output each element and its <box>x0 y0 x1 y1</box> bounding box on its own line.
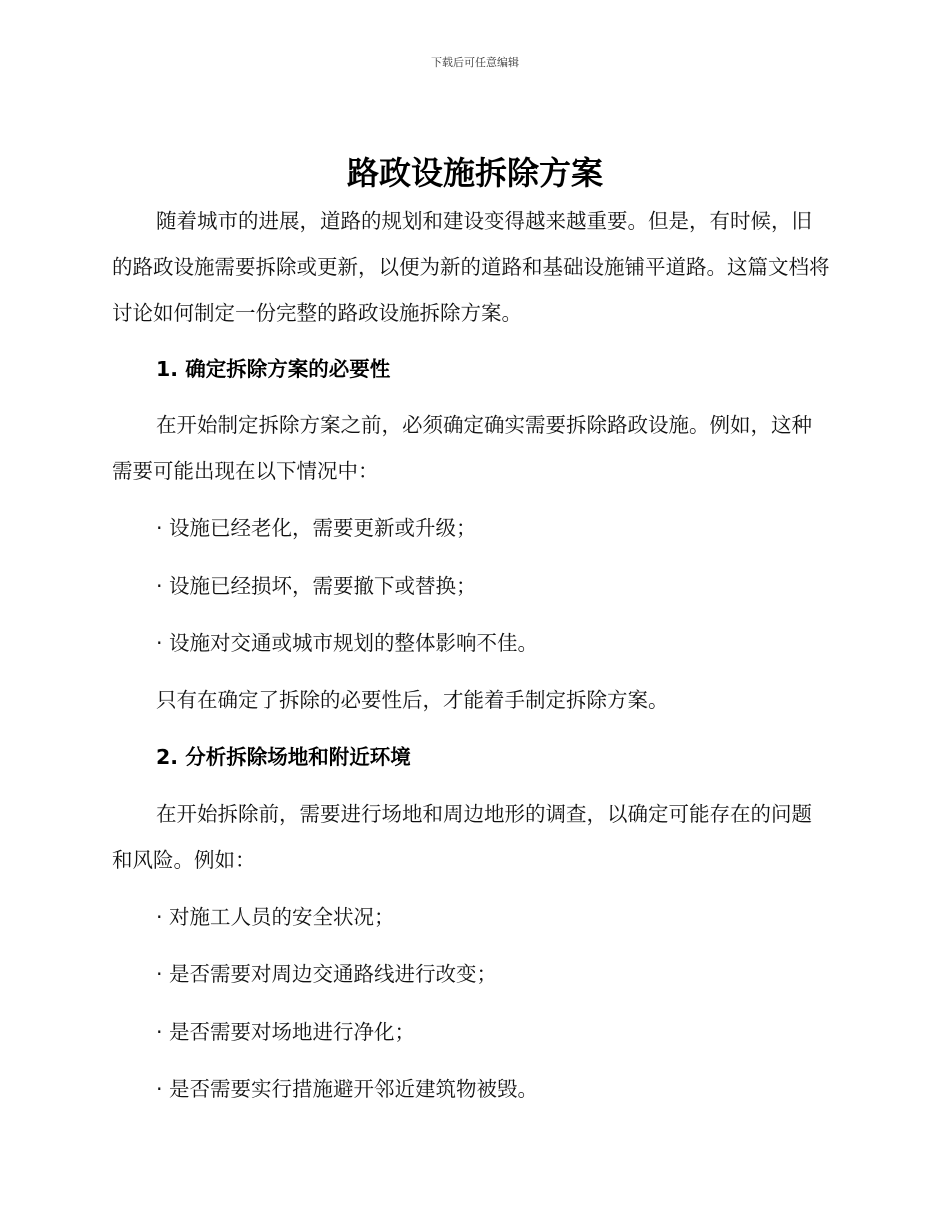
section2-bullet-3: · 是否需要对场地进行净化； <box>156 1020 416 1044</box>
section1-bullet-2: · 设施已经损坏，需要撤下或替换； <box>156 574 477 598</box>
section2-paragraph: 在开始拆除前，需要进行场地和周边地形的调查，以确定可能存在的问题和风险。例如： <box>112 802 812 872</box>
section1-bullet-3: · 设施对交通或城市规划的整体影响不佳。 <box>156 631 539 655</box>
section1-bullet-1: · 设施已经老化，需要更新或升级； <box>156 516 477 540</box>
header-note: 下载后可任意编辑 <box>431 56 519 69</box>
document-title: 路政设施拆除方案 <box>346 154 603 192</box>
section1-paragraph: 在开始制定拆除方案之前，必须确定确实需要拆除路政设施。例如，这种需要可能出现在以下情况中： <box>112 413 812 483</box>
section2-bullet-4: · 是否需要实行措施避开邻近建筑物被毁。 <box>156 1077 539 1101</box>
section2-bullet-2: · 是否需要对周边交通路线进行改变； <box>156 962 498 986</box>
section2-heading: 2. 分析拆除场地和附近环境 <box>156 745 411 769</box>
section2-bullet-1: · 对施工人员的安全状况； <box>156 905 395 929</box>
section1-conclusion: 只有在确定了拆除的必要性后，才能着手制定拆除方案。 <box>156 688 669 712</box>
intro-paragraph: 随着城市的进展，道路的规划和建设变得越来越重要。但是，有时候，旧的路政设施需要拆除或更新，以便为新的道路和基础设施铺平道路。这篇文档将讨论如何制定一份完整的路政设施拆除方案。 <box>112 209 830 325</box>
section1-heading: 1. 确定拆除方案的必要性 <box>156 357 391 381</box>
